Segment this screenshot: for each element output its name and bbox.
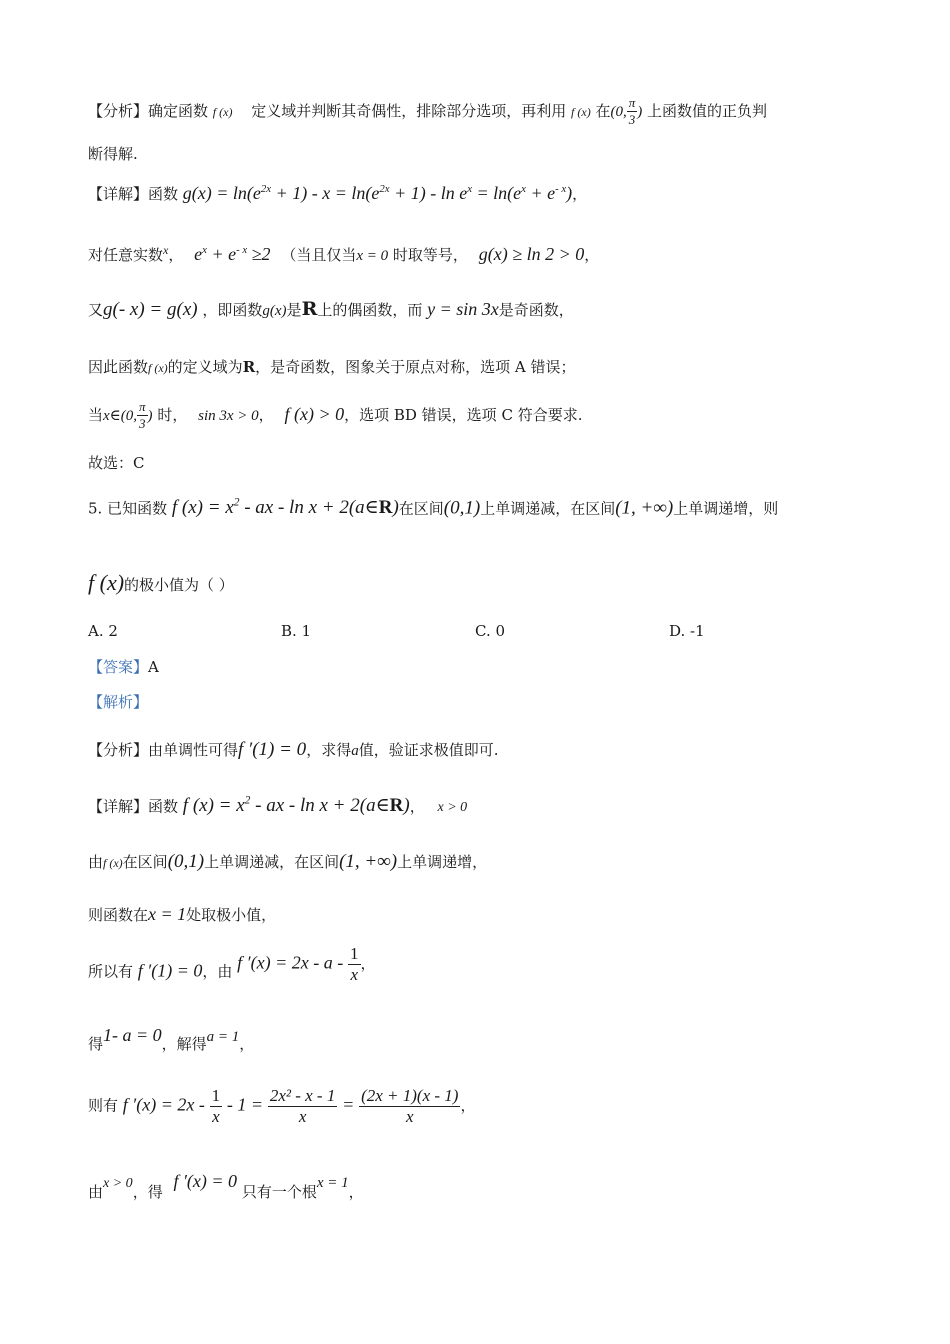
math: f (x) = x <box>171 497 234 519</box>
math: e <box>194 244 203 264</box>
math: f (x) <box>212 104 233 119</box>
math: x = 1 <box>316 1175 349 1191</box>
text: ， <box>584 246 600 264</box>
bold-symbol: R <box>242 358 256 376</box>
math: = <box>342 1094 355 1115</box>
text: 得 <box>88 1035 104 1053</box>
text: 在区间 <box>398 499 444 518</box>
text: ，选项 BD 错误，选项 C 符合要求. <box>344 405 583 424</box>
math: x > 0 <box>437 800 468 816</box>
math: (1, +∞) <box>615 497 674 519</box>
option-d <box>669 624 705 639</box>
math: sin 3x > 0 <box>198 407 259 424</box>
text: 是奇函数， <box>498 301 574 319</box>
fraction <box>348 944 361 985</box>
text: 上单调递减，在区间 <box>204 853 340 871</box>
text: 在 <box>595 101 611 120</box>
text: ，求得 <box>306 741 352 759</box>
detail-q5-line-5 <box>88 1026 254 1052</box>
text: 上函数值的正负判 <box>647 101 768 120</box>
text: 对任意实数 <box>88 246 164 264</box>
superscript: 2 <box>233 497 240 509</box>
superscript: x <box>467 183 472 195</box>
text: 是 <box>286 301 302 319</box>
math: ) <box>566 183 573 203</box>
text: 当 <box>88 405 104 424</box>
text: 由 <box>88 853 104 871</box>
math: f ′(x) = 2x - <box>122 1094 205 1115</box>
math: ) <box>147 407 153 424</box>
bold-symbol: R <box>301 298 318 320</box>
math: g(x) = ln(e <box>182 183 261 203</box>
math: x∈(0, <box>103 407 138 424</box>
math: a = 1 <box>206 1029 240 1045</box>
text: 处取极小值， <box>186 906 277 924</box>
answer-tag: 【答案】 <box>88 658 149 676</box>
math: (1, +∞) <box>339 851 398 872</box>
text: 上单调递增， <box>397 853 488 871</box>
text: 的定义域为 <box>167 358 243 376</box>
detail-line-4 <box>88 360 576 375</box>
option-label: C. 0 <box>475 622 506 640</box>
superscript: x <box>202 244 207 256</box>
detail-line-5 <box>88 400 582 432</box>
text: 上的偶函数，而 <box>317 301 423 319</box>
bold-symbol: R <box>389 795 404 817</box>
analysis-line-2 <box>88 147 138 162</box>
text: 在区间 <box>122 853 168 871</box>
math: ) <box>392 497 399 519</box>
text: 【详解】函数 <box>88 185 179 203</box>
math: ≥2 <box>247 244 271 264</box>
question-5-stem-cont <box>88 572 234 594</box>
text: ，即函数 <box>202 301 263 319</box>
detail-q5-line-6 <box>88 1086 475 1127</box>
math-expression <box>183 795 410 816</box>
text: 则函数在 <box>88 906 149 924</box>
text: ， <box>572 185 588 203</box>
math: y = sin 3x <box>427 299 499 319</box>
detail-q5-line-4 <box>88 944 376 985</box>
superscript: x <box>521 183 526 195</box>
math: g(- x) = g(x) <box>103 299 198 320</box>
text: 定义域并判断其奇偶性，排除部分选项，再利用 <box>251 101 567 120</box>
text: 的极小值为（ ） <box>124 576 234 594</box>
math: a <box>351 743 359 759</box>
text: 断得解. <box>88 145 138 163</box>
text: ， <box>239 1035 255 1053</box>
math: (0,1) <box>443 497 481 519</box>
math: f ′(1) = 0 <box>137 960 203 981</box>
math: - 1 = <box>226 1094 264 1115</box>
numerator: 1 <box>211 1086 221 1105</box>
denominator: x <box>405 1106 414 1126</box>
superscript: 2x <box>260 183 272 195</box>
denominator: x <box>350 964 359 984</box>
math: f ′(x) = 2x - a - <box>237 952 344 973</box>
text: 时取等号， <box>392 246 468 264</box>
detail-line-3 <box>88 300 574 319</box>
numerator: (2x + 1)(x - 1) <box>361 1086 459 1105</box>
math: - ax - ln x + 2(a∈ <box>239 497 379 519</box>
math: f (x) <box>103 856 123 870</box>
superscript: - x <box>555 183 567 195</box>
math: f (x) <box>88 570 125 595</box>
text: 上单调递减，在区间 <box>480 499 616 518</box>
math: f (x) > 0 <box>284 403 345 424</box>
denominator: 3 <box>139 415 146 431</box>
math: - ax - ln x + 2(a∈ <box>250 795 390 817</box>
superscript: 2 <box>244 795 251 807</box>
text: ， <box>409 797 425 816</box>
text: 【分析】由单调性可得 <box>88 741 239 759</box>
math: (0,1) <box>167 851 205 872</box>
math: x <box>163 243 169 257</box>
math: f (x) <box>148 361 168 375</box>
math: x > 0 <box>103 1176 133 1191</box>
text: 时， <box>157 405 188 424</box>
math-expression <box>172 497 399 518</box>
option-label: A. 2 <box>88 622 118 640</box>
text: ，是奇函数，图象关于原点对称，选项 A 错误； <box>255 358 576 376</box>
math: x = 0 <box>356 248 389 264</box>
math: ) <box>403 795 410 817</box>
option-label: B. 1 <box>281 622 312 640</box>
math: = ln(e <box>472 183 522 203</box>
math: + e <box>525 183 556 203</box>
math-expression <box>183 183 572 203</box>
math: f (x) = x <box>182 795 245 817</box>
math: g(x) ≥ ln 2 > 0 <box>478 244 585 264</box>
text: 【分析】确定函数 <box>88 101 209 120</box>
math: f ′(1) = 0 <box>238 739 307 760</box>
numerator: 1 <box>350 944 359 963</box>
analysis-heading <box>88 695 148 710</box>
numerator: π <box>139 399 146 414</box>
answer-choice-line <box>88 456 144 471</box>
text: 则有 <box>88 1096 119 1115</box>
text: ， <box>360 954 376 973</box>
superscript: 2x <box>379 183 390 195</box>
text: ，得 <box>132 1183 163 1201</box>
text: 所以有 <box>88 962 134 981</box>
question-5-stem <box>88 498 778 517</box>
math: x = 1 <box>148 904 187 924</box>
option-b <box>281 624 311 639</box>
text: （当且仅当 <box>281 246 357 264</box>
detail-q5-line-1 <box>88 796 467 815</box>
denominator: x <box>298 1106 307 1126</box>
detail-line-2 <box>88 244 599 264</box>
numerator: π <box>628 95 636 110</box>
option-c <box>475 624 505 639</box>
bold-symbol: R <box>378 497 393 519</box>
answer-line <box>88 660 159 675</box>
math: (0, <box>610 103 627 120</box>
text: 又 <box>88 301 104 319</box>
math: f ′(x) = 0 <box>173 1171 238 1191</box>
text: ，解得 <box>161 1035 207 1053</box>
math: g(x) <box>262 303 287 319</box>
text: 由 <box>88 1183 104 1201</box>
math: 1- a = 0 <box>103 1025 162 1045</box>
option-a <box>88 624 118 639</box>
fraction <box>137 400 148 432</box>
detail-q5-line-2 <box>88 852 487 871</box>
denominator: x <box>212 1106 220 1126</box>
answer-value: A <box>148 658 159 676</box>
text: ，由 <box>202 962 233 981</box>
text: 只有一个根 <box>241 1183 317 1201</box>
detail-q5-line-7 <box>88 1172 364 1200</box>
text: ， <box>348 1183 364 1201</box>
text: ， <box>168 246 184 264</box>
math: f (x) <box>571 104 591 119</box>
superscript: - x <box>236 244 248 256</box>
math: + 1) - x = ln(e <box>271 183 380 203</box>
denominator: 3 <box>628 111 636 127</box>
text: 因此函数 <box>88 358 149 376</box>
math: + e <box>206 244 237 264</box>
text: 上单调递增，则 <box>673 499 779 518</box>
math: ) <box>637 103 643 120</box>
math-expression <box>194 244 270 264</box>
text: 【详解】函数 <box>88 797 179 816</box>
detail-line-1 <box>88 184 587 202</box>
text: ， <box>258 405 274 424</box>
text: ， <box>460 1096 476 1115</box>
analysis-q5 <box>88 740 498 759</box>
detail-q5-line-3 <box>88 905 276 923</box>
numerator: 2x² - x - 1 <box>269 1086 336 1105</box>
fraction <box>359 1086 460 1127</box>
analysis-tag: 【解析】 <box>88 693 149 711</box>
fraction <box>627 96 638 128</box>
text: 5. 已知函数 <box>88 499 168 518</box>
text: 值，验证求极值即可. <box>358 741 499 759</box>
text: 故选：C <box>88 454 145 472</box>
option-label: D. -1 <box>669 622 705 640</box>
math: + 1) - ln e <box>389 183 468 203</box>
analysis-line-1 <box>88 96 767 128</box>
fraction <box>210 1086 223 1127</box>
fraction <box>268 1086 338 1127</box>
